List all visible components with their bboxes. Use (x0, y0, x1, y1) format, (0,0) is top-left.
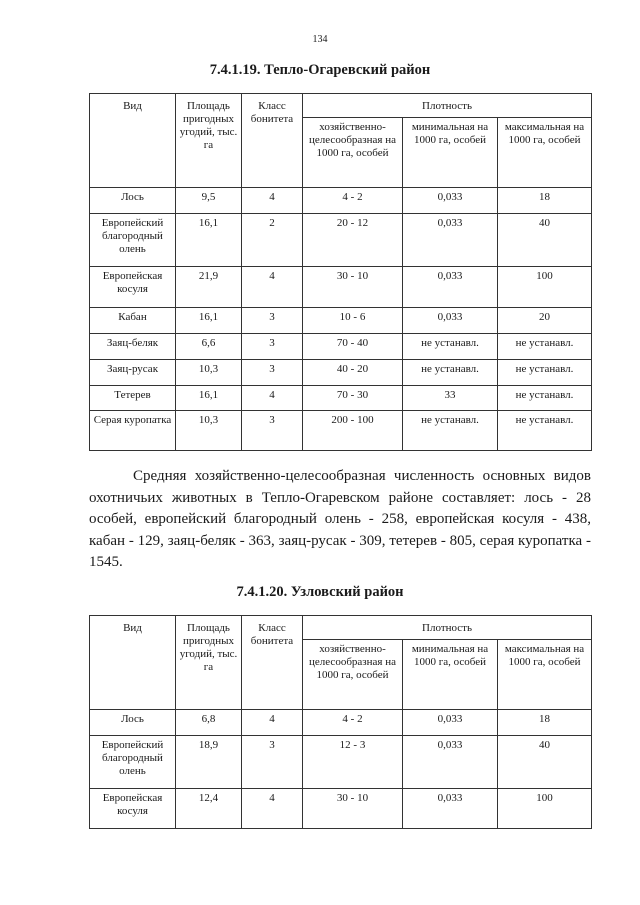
cell-econ: 30 - 10 (303, 267, 403, 308)
header-min-density: минимальная на 1000 га, особей (403, 640, 498, 710)
table-row (90, 214, 592, 267)
cell-area: 16,1 (176, 386, 242, 411)
cell-class: 3 (242, 308, 303, 334)
summary-paragraph: Средняя хозяйственно-целесообразная численность основных видов охотничьих животных в Тепло-Огаревском районе составляет: лось - 28 особей, европейский благородный олень - 258, европейская косуля - 438, кабан - 129, заяц-беляк - 363, заяц-русак - 309, тетерев - 805, серая куропатка - 1545. (89, 468, 591, 570)
cell-econ: 70 - 30 (303, 386, 403, 411)
cell-species: Европейская косуля (90, 267, 176, 308)
table-row (90, 386, 592, 411)
cell-min: 0,033 (403, 710, 498, 736)
header-area: Площадь пригодных угодий, тыс. га (176, 94, 242, 188)
cell-max: не устанавл. (498, 360, 592, 386)
cell-area: 10,3 (176, 360, 242, 386)
cell-econ: 12 - 3 (303, 736, 403, 789)
cell-max: 18 (498, 710, 592, 736)
table-row (90, 789, 592, 829)
cell-class: 4 (242, 267, 303, 308)
cell-econ: 10 - 6 (303, 308, 403, 334)
cell-max: 20 (498, 308, 592, 334)
table-row (90, 411, 592, 451)
header-area: Площадь пригодных угодий, тыс. га (176, 616, 242, 710)
cell-species: Лось (90, 188, 176, 214)
section-title-uzlovsky: 7.4.1.20. Узловский район (236, 584, 404, 600)
cell-min: 33 (403, 386, 498, 411)
header-species: Вид (90, 616, 176, 710)
cell-econ: 200 - 100 (303, 411, 403, 451)
cell-class: 3 (242, 411, 303, 451)
table-row (90, 267, 592, 308)
cell-species: Заяц-беляк (90, 334, 176, 360)
cell-class: 3 (242, 736, 303, 789)
cell-class: 2 (242, 214, 303, 267)
cell-species: Европейская косуля (90, 789, 176, 829)
cell-min: 0,033 (403, 308, 498, 334)
cell-class: 4 (242, 188, 303, 214)
table-row (90, 710, 592, 736)
cell-econ: 4 - 2 (303, 710, 403, 736)
cell-area: 16,1 (176, 214, 242, 267)
cell-econ: 4 - 2 (303, 188, 403, 214)
cell-min: не устанавл. (403, 411, 498, 451)
cell-class: 4 (242, 710, 303, 736)
cell-area: 12,4 (176, 789, 242, 829)
cell-max: не устанавл. (498, 411, 592, 451)
cell-class: 3 (242, 360, 303, 386)
cell-species: Тетерев (90, 386, 176, 411)
cell-min: не устанавл. (403, 334, 498, 360)
cell-min: 0,033 (403, 267, 498, 308)
table-row (90, 736, 592, 789)
cell-econ: 20 - 12 (303, 214, 403, 267)
header-max-density: максимальная на 1000 га, особей (498, 640, 592, 710)
cell-max: 100 (498, 789, 592, 829)
cell-area: 16,1 (176, 308, 242, 334)
header-max-density: максимальная на 1000 га, особей (498, 118, 592, 188)
cell-area: 6,6 (176, 334, 242, 360)
cell-area: 10,3 (176, 411, 242, 451)
cell-area: 21,9 (176, 267, 242, 308)
cell-min: 0,033 (403, 214, 498, 267)
cell-min: 0,033 (403, 736, 498, 789)
header-econ-density: хозяйственно-целесообразная на 1000 га, особей (303, 118, 403, 188)
cell-species: Лось (90, 710, 176, 736)
cell-max: не устанавл. (498, 386, 592, 411)
density-table-uzlovsky (89, 615, 592, 829)
cell-min: не устанавл. (403, 360, 498, 386)
cell-max: 40 (498, 214, 592, 267)
table-row (90, 308, 592, 334)
header-econ-density: хозяйственно-целесообразная на 1000 га, особей (303, 640, 403, 710)
cell-econ: 30 - 10 (303, 789, 403, 829)
cell-max: 18 (498, 188, 592, 214)
cell-class: 3 (242, 334, 303, 360)
cell-max: 100 (498, 267, 592, 308)
header-class: Класс бонитета (242, 616, 303, 710)
header-density: Плотность (303, 616, 592, 640)
header-species: Вид (90, 94, 176, 188)
cell-area: 6,8 (176, 710, 242, 736)
cell-area: 9,5 (176, 188, 242, 214)
cell-species: Европейский благородный олень (90, 214, 176, 267)
cell-econ: 40 - 20 (303, 360, 403, 386)
cell-min: 0,033 (403, 789, 498, 829)
cell-species: Серая куропатка (90, 411, 176, 451)
header-min-density: минимальная на 1000 га, особей (403, 118, 498, 188)
header-class: Класс бонитета (242, 94, 303, 188)
cell-econ: 70 - 40 (303, 334, 403, 360)
table-row (90, 360, 592, 386)
header-density: Плотность (303, 94, 592, 118)
cell-species: Европейский благородный олень (90, 736, 176, 789)
page-number: 134 (312, 34, 328, 45)
density-table-teplo-ogarevsky (89, 93, 592, 451)
cell-area: 18,9 (176, 736, 242, 789)
section-title-teplo-ogarevsky: 7.4.1.19. Тепло-Огаревский район (209, 62, 431, 78)
table-row (90, 334, 592, 360)
cell-species: Заяц-русак (90, 360, 176, 386)
cell-max: 40 (498, 736, 592, 789)
cell-max: не устанавл. (498, 334, 592, 360)
cell-min: 0,033 (403, 188, 498, 214)
cell-class: 4 (242, 789, 303, 829)
table-row (90, 188, 592, 214)
cell-class: 4 (242, 386, 303, 411)
cell-species: Кабан (90, 308, 176, 334)
